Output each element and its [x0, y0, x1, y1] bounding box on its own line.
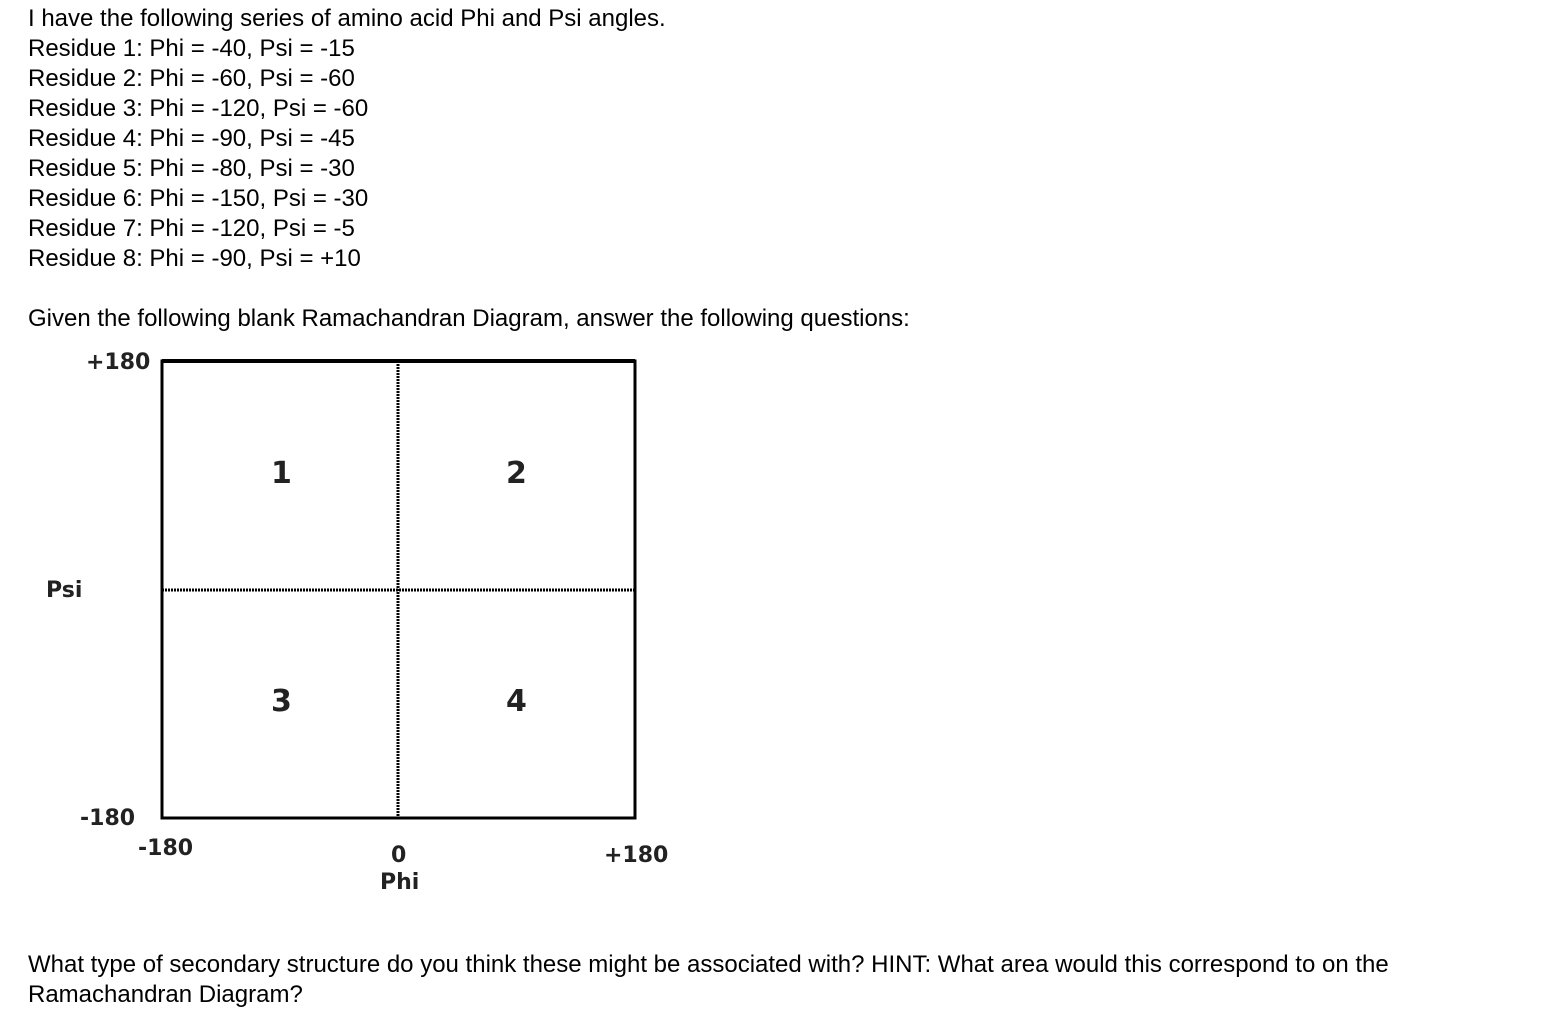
residue-line: Residue 4: Phi = -90, Psi = -45: [28, 125, 355, 152]
phi-zero-label: 0: [391, 843, 407, 868]
question-text: What type of secondary structure do you think these might be associated with? HINT: What area would this correspond to on the Ramachandran Diagram?: [28, 951, 1389, 1008]
residue-line: Residue 3: Phi = -120, Psi = -60: [28, 95, 369, 122]
psi-min-label: -180: [80, 806, 136, 831]
prompt-text: Given the following blank Ramachandran Diagram, answer the following questions:: [28, 305, 910, 332]
quadrant-3-label: 3: [271, 684, 292, 719]
intro-heading: I have the following series of amino acid Phi and Psi angles.: [28, 5, 666, 32]
intro-section: [28, 4, 666, 274]
quadrant-1-label: 1: [271, 456, 292, 491]
psi-max-label: +180: [86, 350, 151, 375]
residue-list: [28, 34, 666, 274]
residue-line: Residue 1: Phi = -40, Psi = -15: [28, 35, 355, 62]
quadrant-4-label: 4: [506, 684, 527, 719]
quadrant-2-label: 2: [506, 456, 527, 491]
residue-line: Residue 6: Phi = -150, Psi = -30: [28, 185, 369, 212]
psi-axis-label: Psi: [46, 578, 83, 603]
phi-axis-label: Phi: [380, 870, 420, 895]
residue-line: Residue 5: Phi = -80, Psi = -30: [28, 155, 355, 182]
phi-min-label: -180: [138, 836, 194, 861]
phi-max-label: +180: [604, 843, 669, 868]
residue-line: Residue 8: Phi = -90, Psi = +10: [28, 245, 361, 272]
residue-line: Residue 7: Phi = -120, Psi = -5: [28, 215, 355, 242]
residue-line: Residue 2: Phi = -60, Psi = -60: [28, 65, 355, 92]
ramachandran-diagram: [0, 340, 700, 900]
